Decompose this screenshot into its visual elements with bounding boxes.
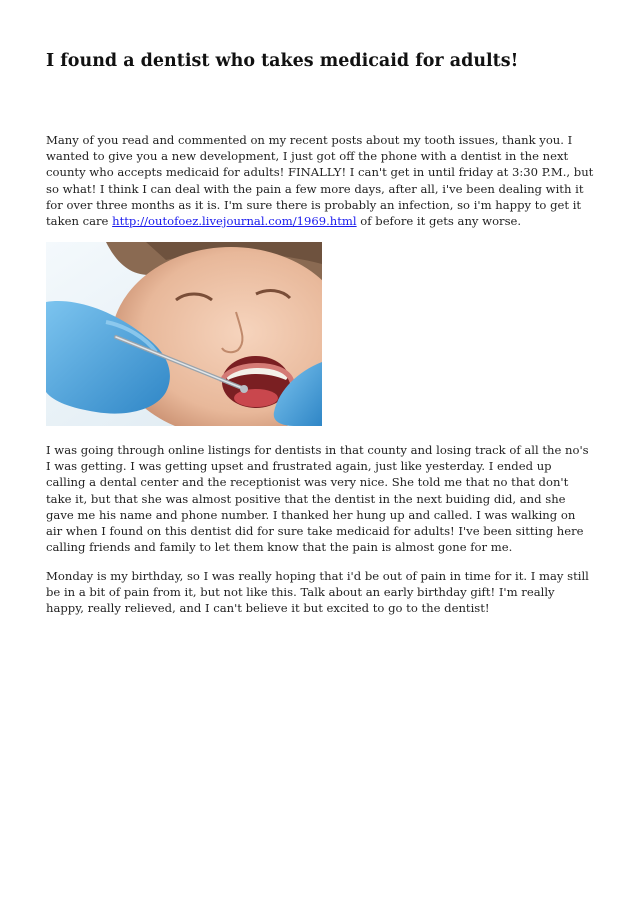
paragraph-intro-text: Many of you read and commented on my recent posts about my tooth issues, thank you. I wanted to give you a new development, I just got off the phone with a dentist in the next county who accepts medicaid for adults! FINALLY! I can't get in until friday at 3:30 P.M., but so what! I think I can deal with the pain a few more days, after all, i've been dealing with it for over three months as it is. I'm sure there is probably an infection, so i'm happy to get it taken care	[46, 133, 594, 229]
paragraph-birthday: Monday is my birthday, so I was really hoping that i'd be out of pain in time for it. I may still be in a bit of pain from it, but not like this. Talk about an early birthday gift! I'm really happy, really relieved, and I can't believe it but excited to go to the dentist!	[46, 569, 589, 616]
article-title: I found a dentist who takes medicaid for adults!	[46, 51, 519, 71]
paragraph-search: I was going through online listings for dentists in that county and losing track of all the no's I was getting. I was getting upset and frustrated again, just like yesterday. I ended up calling a dental center and the receptionist was very nice. She told me that no that don't take it, but that she was almost positive that the dentist in the next buiding did, and she gave me his name and phone number. I thanked her hung up and called. I was walking on air when I found on this dentist did for sure take medicaid for adults! I've been sitting here calling friends and family to let them know that the pain is almost gone for me.	[46, 443, 589, 555]
paragraph-intro-tail: of before it gets any worse.	[356, 214, 522, 229]
dentist-photo	[46, 242, 322, 426]
paragraph-intro	[46, 132, 594, 229]
journal-link[interactable]: http://outofoez.livejournal.com/1969.html	[112, 214, 357, 229]
dental-exam-illustration	[46, 242, 322, 426]
